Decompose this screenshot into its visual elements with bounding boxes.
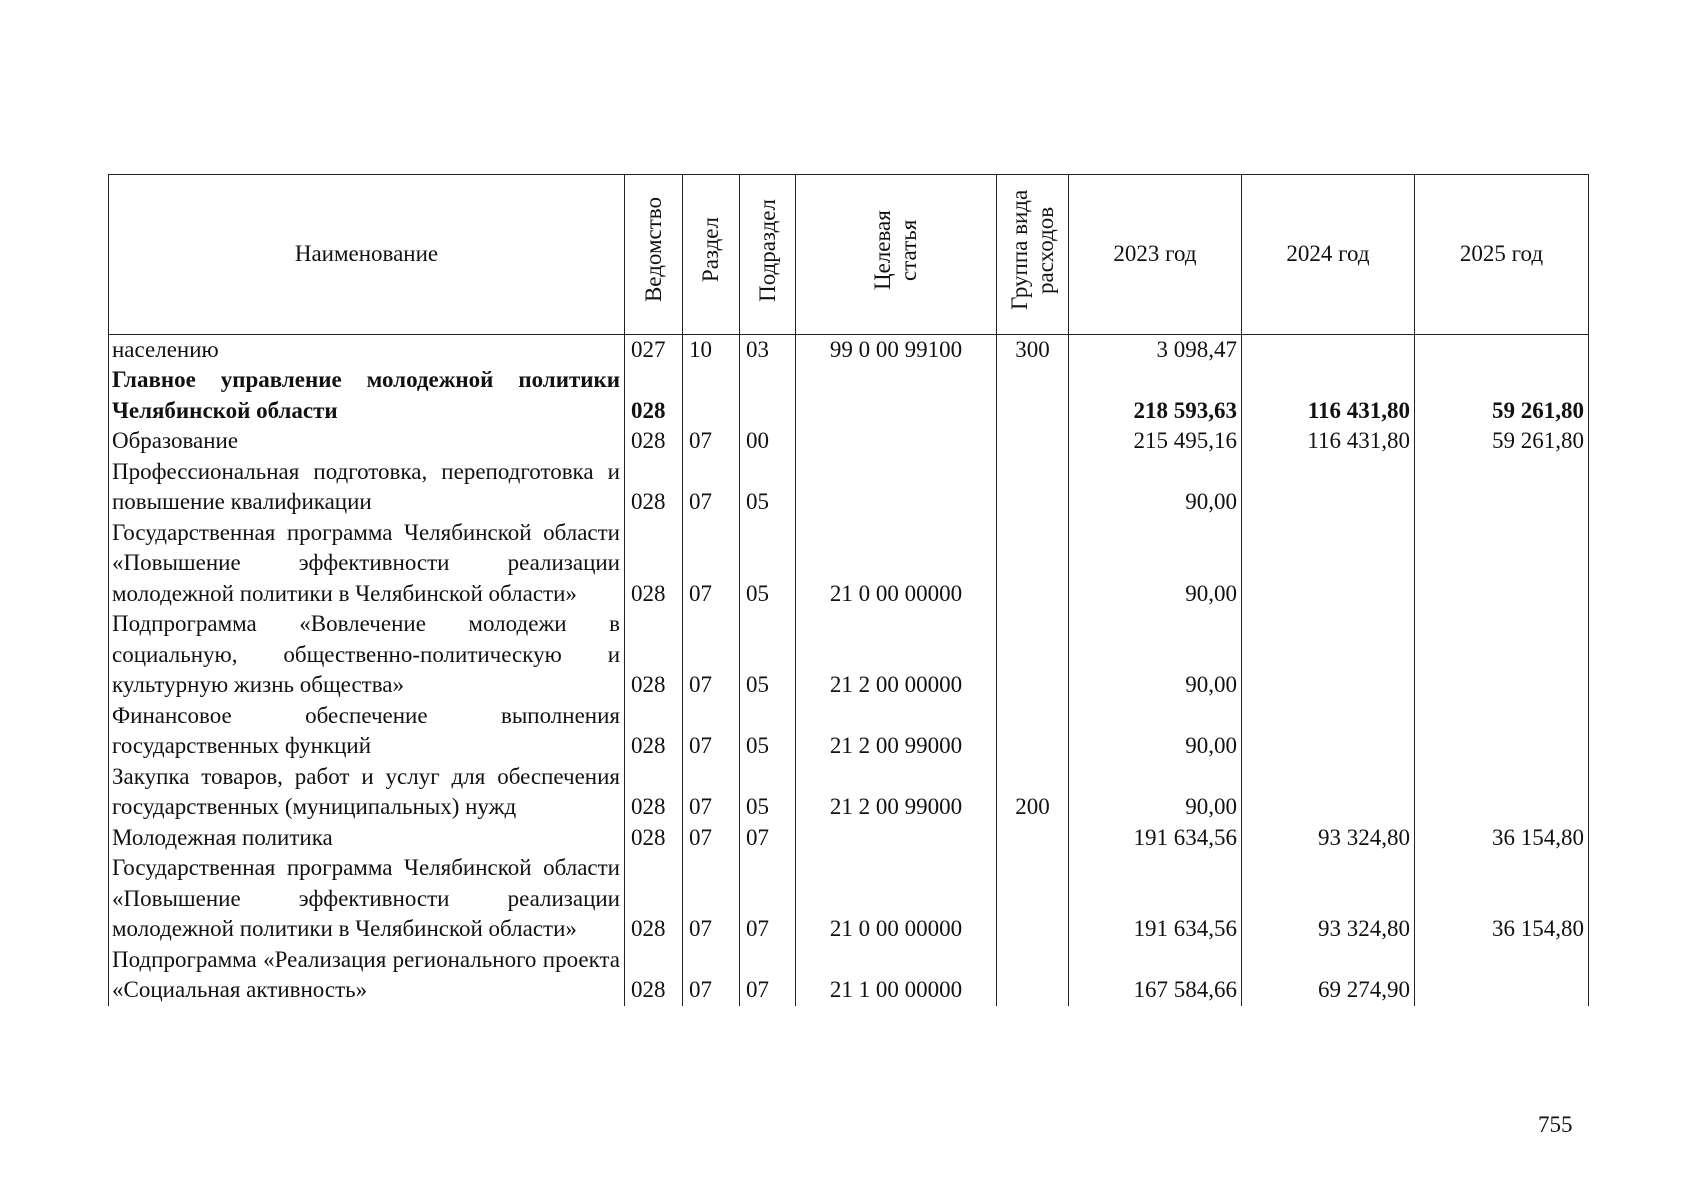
row-name: Профессиональная подготовка, переподготовка и повышение квалификации: [109, 457, 625, 518]
row-2025: [1415, 457, 1589, 518]
row-razdel: 07: [683, 853, 740, 945]
row-vedomstvo: 028: [625, 518, 683, 610]
table-row: [109, 426, 1589, 457]
row-2025: 36 154,80: [1415, 853, 1589, 945]
row-2024: [1242, 701, 1415, 762]
header-vedomstvo: Ведомство: [625, 175, 683, 335]
row-name: Подпрограмма «Вовлечение молодежи в социальную, общественно-политическую и культурную жизнь общества»: [109, 609, 625, 701]
row-2023: 191 634,56: [1069, 823, 1242, 854]
row-gruppa: [997, 518, 1069, 610]
row-vedomstvo: 028: [625, 457, 683, 518]
header-podrazdel: Подраздел: [740, 175, 796, 335]
row-gruppa: [997, 426, 1069, 457]
row-2023: 167 584,66: [1069, 945, 1242, 1006]
row-2024: [1242, 334, 1415, 365]
row-gruppa: [997, 823, 1069, 854]
row-vedomstvo: 028: [625, 823, 683, 854]
table-row: [109, 945, 1589, 1006]
row-vedomstvo: 028: [625, 762, 683, 823]
row-2025: [1415, 701, 1589, 762]
row-podrazdel: 07: [740, 823, 796, 854]
row-celevaya-statya: 21 2 00 99000: [796, 762, 997, 823]
row-2023: 90,00: [1069, 457, 1242, 518]
row-razdel: 07: [683, 823, 740, 854]
row-2025: [1415, 609, 1589, 701]
table-row: [109, 853, 1589, 945]
row-2025: [1415, 945, 1589, 1006]
row-2024: 69 274,90: [1242, 945, 1415, 1006]
row-podrazdel: 07: [740, 853, 796, 945]
row-razdel: 07: [683, 945, 740, 1006]
table-header-row: [109, 175, 1589, 335]
row-podrazdel: [740, 365, 796, 426]
table-row: [109, 365, 1589, 426]
row-name: Образование: [109, 426, 625, 457]
row-2023: 90,00: [1069, 762, 1242, 823]
row-2025: [1415, 762, 1589, 823]
header-name: Наименование: [109, 175, 625, 335]
row-celevaya-statya: 21 1 00 00000: [796, 945, 997, 1006]
row-name: Финансовое обеспечение выполнения государственных функций: [109, 701, 625, 762]
table-row: [109, 518, 1589, 610]
row-celevaya-statya: [796, 823, 997, 854]
row-gruppa: 200: [997, 762, 1069, 823]
row-name: Государственная программа Челябинской области «Повышение эффективности реализации молодежной политики в Челябинской области»: [109, 853, 625, 945]
row-podrazdel: 00: [740, 426, 796, 457]
row-celevaya-statya: [796, 426, 997, 457]
row-2025: 59 261,80: [1415, 365, 1589, 426]
row-name: Государственная программа Челябинской области «Повышение эффективности реализации молодежной политики в Челябинской области»: [109, 518, 625, 610]
table-row: [109, 701, 1589, 762]
row-celevaya-statya: 21 0 00 00000: [796, 518, 997, 610]
row-gruppa: [997, 701, 1069, 762]
header-celevaya-statya: Целевая статья: [796, 175, 997, 335]
row-2024: 116 431,80: [1242, 426, 1415, 457]
row-celevaya-statya: 21 0 00 00000: [796, 853, 997, 945]
row-razdel: 07: [683, 762, 740, 823]
row-2024: [1242, 518, 1415, 610]
row-celevaya-statya: [796, 365, 997, 426]
row-2023: 90,00: [1069, 609, 1242, 701]
row-podrazdel: 05: [740, 609, 796, 701]
row-razdel: 07: [683, 426, 740, 457]
header-2023: 2023 год: [1069, 175, 1242, 335]
row-2023: 3 098,47: [1069, 334, 1242, 365]
table-row: [109, 457, 1589, 518]
row-celevaya-statya: 21 2 00 00000: [796, 609, 997, 701]
row-celevaya-statya: 99 0 00 99100: [796, 334, 997, 365]
row-gruppa: [997, 609, 1069, 701]
row-2024: [1242, 609, 1415, 701]
row-2023: 90,00: [1069, 701, 1242, 762]
row-2023: 191 634,56: [1069, 853, 1242, 945]
row-name: Закупка товаров, работ и услуг для обеспечения государственных (муниципальных) нужд: [109, 762, 625, 823]
row-2024: 116 431,80: [1242, 365, 1415, 426]
header-gruppa-vida-rashodov: Группа вида расходов: [997, 175, 1069, 335]
row-vedomstvo: 028: [625, 853, 683, 945]
row-razdel: 07: [683, 701, 740, 762]
row-razdel: [683, 365, 740, 426]
page-number: 755: [1538, 1112, 1573, 1137]
row-vedomstvo: 027: [625, 334, 683, 365]
row-2025: 36 154,80: [1415, 823, 1589, 854]
row-podrazdel: 05: [740, 701, 796, 762]
row-2023: 90,00: [1069, 518, 1242, 610]
row-podrazdel: 07: [740, 945, 796, 1006]
row-gruppa: [997, 853, 1069, 945]
row-gruppa: [997, 365, 1069, 426]
header-2025: 2025 год: [1415, 175, 1589, 335]
table-row: [109, 609, 1589, 701]
row-vedomstvo: 028: [625, 701, 683, 762]
row-name: населению: [109, 334, 625, 365]
budget-table-container: [108, 174, 1588, 1006]
row-2024: [1242, 762, 1415, 823]
row-razdel: 10: [683, 334, 740, 365]
row-2025: [1415, 518, 1589, 610]
row-gruppa: [997, 945, 1069, 1006]
row-vedomstvo: 028: [625, 609, 683, 701]
row-vedomstvo: 028: [625, 426, 683, 457]
row-vedomstvo: 028: [625, 365, 683, 426]
row-gruppa: 300: [997, 334, 1069, 365]
row-name: Подпрограмма «Реализация регионального проекта «Социальная активность»: [109, 945, 625, 1006]
header-razdel: Раздел: [683, 175, 740, 335]
row-podrazdel: 05: [740, 518, 796, 610]
row-celevaya-statya: [796, 457, 997, 518]
row-vedomstvo: 028: [625, 945, 683, 1006]
header-2024: 2024 год: [1242, 175, 1415, 335]
table-row: [109, 334, 1589, 365]
row-razdel: 07: [683, 457, 740, 518]
row-gruppa: [997, 457, 1069, 518]
row-podrazdel: 05: [740, 762, 796, 823]
row-2025: [1415, 334, 1589, 365]
row-2023: 218 593,63: [1069, 365, 1242, 426]
row-name: Главное управление молодежной политики Челябинской области: [109, 365, 625, 426]
row-2025: 59 261,80: [1415, 426, 1589, 457]
row-razdel: 07: [683, 518, 740, 610]
table-row: [109, 823, 1589, 854]
row-2024: 93 324,80: [1242, 823, 1415, 854]
row-2023: 215 495,16: [1069, 426, 1242, 457]
row-name: Молодежная политика: [109, 823, 625, 854]
row-2024: 93 324,80: [1242, 853, 1415, 945]
row-2024: [1242, 457, 1415, 518]
row-razdel: 07: [683, 609, 740, 701]
row-podrazdel: 03: [740, 334, 796, 365]
row-celevaya-statya: 21 2 00 99000: [796, 701, 997, 762]
budget-table: [108, 174, 1589, 1006]
table-row: [109, 762, 1589, 823]
row-podrazdel: 05: [740, 457, 796, 518]
